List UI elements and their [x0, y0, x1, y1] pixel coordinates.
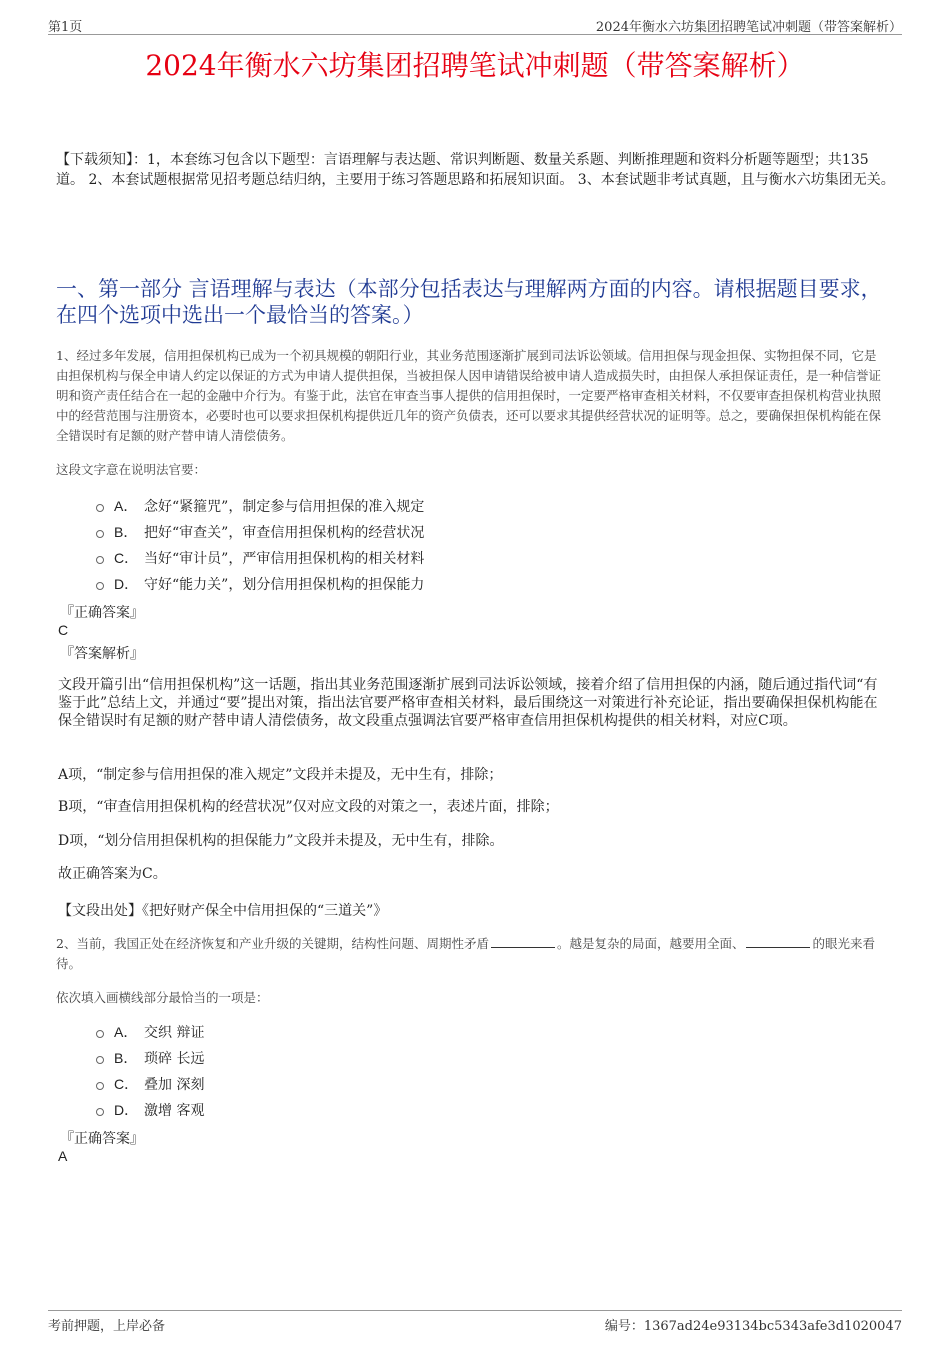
radio-icon[interactable]	[96, 556, 104, 564]
fill-blank[interactable]	[491, 935, 555, 948]
q2-option-a[interactable]: A． 交织 辩证	[96, 1019, 796, 1045]
page-footer	[48, 1310, 902, 1335]
q1-stem: 1、经过多年发展，信用担保机构已成为一个初具规模的朝阳行业，其业务范围逐渐扩展到司法诉讼领域。信用担保与现金担保、实物担保不同，它是由担保机构与保全申请人约定以保证的方式为申请人提供担保，当被担保人因申请错误给被申请人造成损失时，由担保人承担保证责任，是一种信誉证明和资产责任结合在一起的金融中介行为。有鉴于此，法官在审查当事人提供的信用担保时，一定要严格审查相关材料，不仅要审查担保机构营业执照中的经营范围与注册资本，必要时也可以要求担保机构提供近几年的资产负债表，还可以要求其提供经营状况的证明等。总之，要确保担保机构能在保全错误时有足额的财产替申请人清偿债务。	[56, 348, 882, 443]
q1-option-c[interactable]: C． 当好“审计员”，严审信用担保机构的相关材料	[96, 545, 796, 571]
q1-prompt: 这段文字意在说明法官要：	[56, 462, 207, 477]
radio-icon[interactable]	[96, 1056, 104, 1064]
radio-icon[interactable]	[96, 1030, 104, 1038]
footer-slogan: 考前押题，上岸必备	[48, 1319, 166, 1334]
q2-answer-label: 『正确答案』	[60, 1131, 144, 1147]
q2-option-d[interactable]: D． 激增 客观	[96, 1097, 796, 1123]
q2-options	[96, 1019, 796, 1123]
page-title: 2024年衡水六坊集团招聘笔试冲刺题（带答案解析）	[145, 49, 805, 82]
q1-analysis-d: D项，“划分信用担保机构的担保能力”文段并未提及，无中生有，排除。	[58, 833, 504, 849]
q1-analysis-conclusion: 故正确答案为C。	[58, 866, 167, 882]
q1-options	[96, 493, 796, 597]
fill-blank[interactable]	[746, 935, 810, 948]
radio-icon[interactable]	[96, 1082, 104, 1090]
footer-doc-id: 编号：1367ad24e93134bc5343afe3d1020047	[604, 1319, 902, 1334]
radio-icon[interactable]	[96, 530, 104, 538]
header-doc-title: 2024年衡水六坊集团招聘笔试冲刺题（带答案解析）	[595, 20, 902, 35]
q1-option-b[interactable]: B． 把好“审查关”，审查信用担保机构的经营状况	[96, 519, 796, 545]
q2-prompt: 依次填入画横线部分最恰当的一项是：	[56, 990, 269, 1005]
q1-source: 【文段出处】《把好财产保全中信用担保的“三道关”》	[58, 903, 388, 919]
page-header	[48, 14, 902, 35]
q1-analysis-a: A项，“制定参与信用担保的准入规定”文段并未提及，无中生有，排除；	[58, 767, 503, 783]
radio-icon[interactable]	[96, 1108, 104, 1116]
q1-option-a[interactable]: A． 念好“紧箍咒”，制定参与信用担保的准入规定	[96, 493, 796, 519]
radio-icon[interactable]	[96, 504, 104, 512]
q1-analysis-label: 『答案解析』	[60, 646, 144, 662]
radio-icon[interactable]	[96, 582, 104, 590]
section-heading: 一、第一部分 言语理解与表达（本部分包括表达与理解两方面的内容。请根据题目要求，在四个选项中选出一个最恰当的答案。）	[56, 277, 882, 327]
q2-answer: A	[58, 1148, 68, 1164]
q1-analysis-b: B项，“审查信用担保机构的经营状况”仅对应文段的对策之一，表述片面，排除；	[58, 799, 559, 815]
q1-answer-label: 『正确答案』	[60, 605, 144, 621]
q2-option-c[interactable]: C． 叠加 深刻	[96, 1071, 796, 1097]
q1-analysis-para: 文段开篇引出“信用担保机构”这一话题，指出其业务范围逐渐扩展到司法诉讼领域，接着介绍了信用担保的内涵，随后通过指代词“有鉴于此”总结上文，并通过“要”提出对策，指出法官要严格审查相关材料，最后围绕这一对策进行补充论证，指出要确保担保机构能在保全错误时有足额的财产替申请人清偿债务，故文段重点强调法官要严格审查信用担保机构提供的相关材料，对应C项。	[58, 677, 878, 729]
q1-answer: C	[58, 622, 69, 638]
q2-stem: 2、当前，我国正处在经济恢复和产业升级的关键期，结构性问题、周期性矛盾 。越是复杂的局面，越要用全面、 的眼光来看待。	[56, 936, 875, 971]
q2-option-b[interactable]: B． 琐碎 长远	[96, 1045, 796, 1071]
page-number: 第1页	[48, 20, 83, 35]
download-notice: 【下载须知】：1，本套练习包含以下题型：言语理解与表达题、常识判断题、数量关系题、判断推理题和资料分析题等题型；共135道。 2、本套试题根据常见招考题总结归纳，主要用于练习答题思路和拓展知识面。 3、本套试题非考试真题，且与衡水六坊集团无关。	[56, 152, 895, 188]
q1-option-d[interactable]: D． 守好“能力关”，划分信用担保机构的担保能力	[96, 571, 796, 597]
